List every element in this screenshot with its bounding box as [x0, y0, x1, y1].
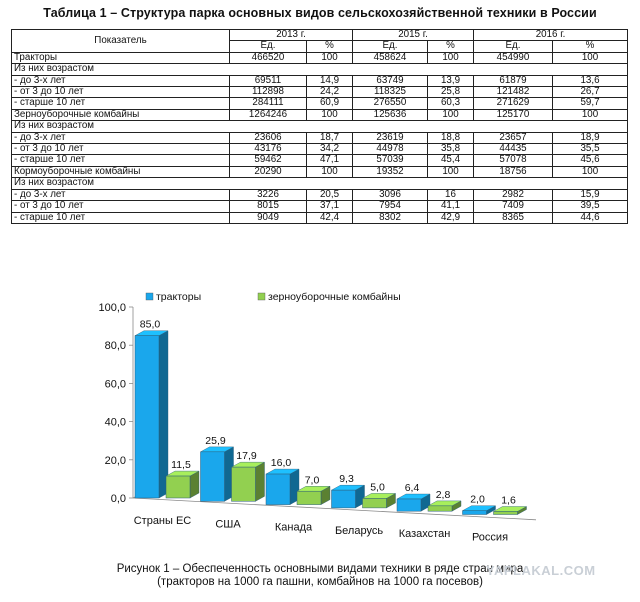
table-cell: 45,6 [553, 155, 628, 166]
row-label: Из них возрастом [12, 121, 628, 132]
table-row [12, 75, 628, 86]
table-section-row [12, 178, 628, 189]
table-row [12, 166, 628, 177]
y-tick-label: 40,0 [104, 416, 126, 429]
table-cell: 57078 [474, 155, 553, 166]
row-label: - до 3-х лет [12, 189, 230, 200]
unit-header: Ед. [474, 41, 553, 52]
bar-0-2 [266, 474, 290, 505]
y-tick-label: 0,0 [110, 493, 126, 505]
table-cell: 26,7 [553, 87, 628, 98]
table-cell: 118325 [353, 87, 428, 98]
row-label: - старше 10 лет [12, 212, 230, 223]
bar-0-0-side [159, 331, 168, 498]
table-row [12, 189, 628, 200]
data-label: 2,0 [470, 493, 485, 506]
table-cell: 125170 [474, 109, 553, 120]
row-label: Из них возрастом [12, 64, 628, 75]
row-label: Зерноуборочные комбайны [12, 109, 230, 120]
table-cell: 25,8 [428, 87, 474, 98]
table-title: Таблица 1 – Структура парка основных видов сельскохозяйственной техники в России [43, 6, 597, 20]
table-cell: 23657 [474, 132, 553, 143]
row-label: - до 3-х лет [12, 132, 230, 143]
row-label: - от 3 до 10 лет [12, 144, 230, 155]
data-label: 17,9 [236, 450, 257, 463]
table-cell: 23619 [353, 132, 428, 143]
table-cell: 112898 [230, 87, 307, 98]
table-cell: 454990 [474, 52, 553, 63]
percent-header: % [307, 41, 353, 52]
table-cell: 2982 [474, 189, 553, 200]
row-label: Кормоуборочные комбайны [12, 166, 230, 177]
data-label: 1,6 [501, 494, 516, 507]
table-cell: 1264246 [230, 109, 307, 120]
table-cell: 18,9 [553, 132, 628, 143]
table-cell: 34,2 [307, 144, 353, 155]
bar-0-0 [135, 336, 159, 498]
table-cell: 466520 [230, 52, 307, 63]
year-header-2016: 2016 г. [474, 30, 628, 41]
bar-1-0 [166, 476, 190, 498]
bar-1-5 [494, 511, 518, 514]
chart-area [0, 280, 640, 602]
row-label: - от 3 до 10 лет [12, 201, 230, 212]
table-cell: 35,5 [553, 144, 628, 155]
table-cell: 44435 [474, 144, 553, 155]
data-label: 11,5 [171, 459, 191, 472]
machinery-structure-table [11, 29, 628, 224]
data-label: 9,3 [339, 473, 354, 486]
y-tick-label: 80,0 [104, 340, 126, 353]
table-cell: 15,9 [553, 189, 628, 200]
table-cell: 458624 [353, 52, 428, 63]
table-cell: 45,4 [428, 155, 474, 166]
table-cell: 59462 [230, 155, 307, 166]
table-row [12, 132, 628, 143]
legend-label-1: зерноуборочные комбайны [268, 291, 401, 303]
table-cell: 19352 [353, 166, 428, 177]
table-cell: 42,9 [428, 212, 474, 223]
table-cell: 18,8 [428, 132, 474, 143]
x-category-label: Казахстан [398, 528, 451, 541]
table-cell: 42,4 [307, 212, 353, 223]
year-header-2015: 2015 г. [353, 30, 474, 41]
table-cell: 44,6 [553, 212, 628, 223]
table-row [12, 109, 628, 120]
table-cell: 7409 [474, 201, 553, 212]
year-header-2013: 2013 г. [230, 30, 353, 41]
table-cell: 100 [307, 166, 353, 177]
table-cell: 9049 [230, 212, 307, 223]
table-cell: 63749 [353, 75, 428, 86]
row-label: Из них возрастом [12, 178, 628, 189]
legend-label-0: тракторы [156, 291, 202, 303]
table-cell: 20,5 [307, 189, 353, 200]
table-cell: 3226 [230, 189, 307, 200]
legend-swatch-1 [258, 293, 265, 300]
percent-header: % [428, 41, 474, 52]
x-category-label: Страны ЕС [133, 515, 192, 527]
unit-header: Ед. [353, 41, 428, 52]
indicator-header: Показатель [12, 30, 230, 53]
watermark-logo: YAPLAKAL.COM [486, 563, 596, 578]
table-row [12, 212, 628, 223]
table-cell: 59,7 [553, 98, 628, 109]
table-cell: 18,7 [307, 132, 353, 143]
table-row [12, 87, 628, 98]
table-cell: 8015 [230, 201, 307, 212]
row-label: - старше 10 лет [12, 98, 230, 109]
x-category-label: Беларусь [334, 524, 384, 537]
table-cell: 271629 [474, 98, 553, 109]
table-cell: 37,1 [307, 201, 353, 212]
table-cell: 13,9 [428, 75, 474, 86]
table-cell: 125636 [353, 109, 428, 120]
x-category-label: Канада [274, 521, 313, 534]
row-label: Тракторы [12, 52, 230, 63]
bar-chart-3d [0, 280, 640, 565]
data-label: 25,9 [205, 434, 226, 447]
table-cell: 100 [428, 52, 474, 63]
table-cell: 100 [428, 109, 474, 120]
table-cell: 18756 [474, 166, 553, 177]
table-cell: 100 [553, 109, 628, 120]
table-cell: 100 [553, 52, 628, 63]
table-cell: 121482 [474, 87, 553, 98]
table-section-row [12, 64, 628, 75]
table-section-row [12, 121, 628, 132]
bar-1-1-side [256, 462, 265, 501]
table-cell: 8302 [353, 212, 428, 223]
table-row [12, 52, 628, 63]
table-cell: 14,9 [307, 75, 353, 86]
bar-1-3 [363, 498, 387, 508]
table-cell: 7954 [353, 201, 428, 212]
table-cell: 47,1 [307, 155, 353, 166]
table-cell: 24,2 [307, 87, 353, 98]
table-cell: 100 [553, 166, 628, 177]
table-cell: 41,1 [428, 201, 474, 212]
row-label: - от 3 до 10 лет [12, 87, 230, 98]
bar-1-2 [297, 491, 321, 504]
table-cell: 60,3 [428, 98, 474, 109]
table-cell: 39,5 [553, 201, 628, 212]
table-cell: 20290 [230, 166, 307, 177]
bar-0-1 [201, 452, 225, 501]
table-row [12, 201, 628, 212]
legend-swatch-0 [146, 293, 153, 300]
percent-header: % [553, 41, 628, 52]
data-label: 7,0 [304, 474, 320, 487]
table-cell: 8365 [474, 212, 553, 223]
caption-line-2: (тракторов на 1000 га пашни, комбайнов на 1000 га посевов) [157, 576, 483, 588]
table-cell: 276550 [353, 98, 428, 109]
row-label: - до 3-х лет [12, 75, 230, 86]
data-label: 6,4 [404, 482, 420, 495]
table-cell: 69511 [230, 75, 307, 86]
table-cell: 61879 [474, 75, 553, 86]
table-cell: 43176 [230, 144, 307, 155]
table-row [12, 98, 628, 109]
table-cell: 60,9 [307, 98, 353, 109]
unit-header: Ед. [230, 41, 307, 52]
bar-0-3 [332, 490, 356, 508]
table-row [12, 155, 628, 166]
x-category-label: США [215, 518, 241, 531]
y-tick-label: 60,0 [104, 378, 126, 391]
row-label: - старше 10 лет [12, 155, 230, 166]
table-cell: 13,6 [553, 75, 628, 86]
x-category-label: Россия [471, 531, 509, 544]
table-cell: 3096 [353, 189, 428, 200]
data-label: 5,0 [370, 481, 385, 494]
bar-1-4 [428, 506, 452, 511]
table-cell: 284111 [230, 98, 307, 109]
table-cell: 100 [428, 166, 474, 177]
bar-0-4 [397, 499, 421, 511]
table-cell: 100 [307, 109, 353, 120]
caption-line-1: Рисунок 1 – Обеспеченность основными видами техники в ряде стран мира [116, 563, 524, 575]
table-cell: 35,8 [428, 144, 474, 155]
bar-1-1 [232, 467, 256, 501]
bar-0-5 [463, 511, 487, 515]
data-label: 2,8 [435, 488, 451, 501]
table-cell: 23606 [230, 132, 307, 143]
y-tick-label: 100,0 [98, 302, 126, 314]
data-label: 85,0 [139, 318, 161, 331]
data-label: 16,0 [270, 457, 292, 470]
y-tick-label: 20,0 [104, 454, 126, 467]
table-cell: 44978 [353, 144, 428, 155]
table-cell: 57039 [353, 155, 428, 166]
table-cell: 100 [307, 52, 353, 63]
table-row [12, 144, 628, 155]
table-header-years [12, 30, 628, 41]
table-cell: 16 [428, 189, 474, 200]
